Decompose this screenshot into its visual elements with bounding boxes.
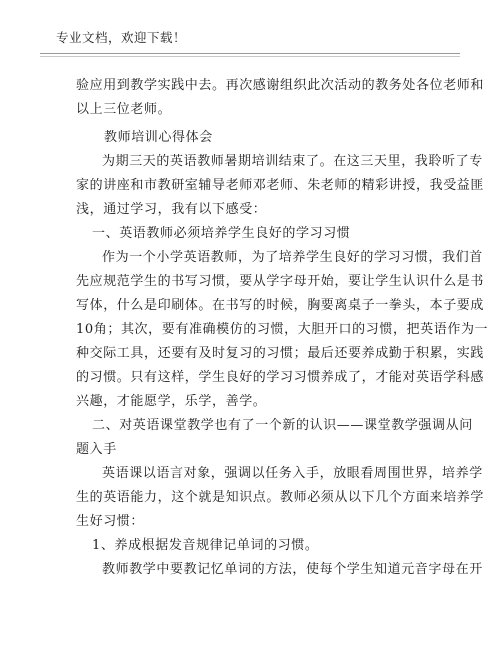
- paragraph-line: 生好习惯：: [76, 514, 145, 529]
- paragraph-line: 先应规范学生的书写习惯，要从学字母开始，要让学生认识什么是书: [76, 274, 485, 289]
- paragraph-line: 生的英语能力，这个就是知识点。教师必须从以下几个方面来培养学: [76, 490, 485, 505]
- paragraph-line: 英语课以语言对象，强调以任务入手，放眼看周围世界，培养学: [102, 466, 483, 481]
- paragraph-line: 作为一个小学英语教师，为了培养学生良好的学习习惯，我们首: [102, 250, 483, 265]
- paragraph-line: 种交际工具，还要有及时复习的习惯；最后还要养成勤于积累，实践: [76, 346, 485, 361]
- text-line: 验应用到教学实践中去。再次感谢组织此次活动的教务处各位老师和: [76, 78, 485, 93]
- paragraph-line: 家的讲座和市教研室辅导老师邓老师、朱老师的精彩讲授，我受益匪: [76, 178, 485, 193]
- section-heading: 二、对英语课堂教学也有了一个新的认识——课堂教学强调从问: [92, 418, 473, 433]
- paragraph-line: 写体，什么是印刷体。在书写的时候，胸要离桌子一拳头，本子要成: [76, 298, 485, 313]
- paragraph-line: 的习惯。只有这样，学生良好的学习习惯养成了，才能对英语学科感: [76, 370, 485, 385]
- text-line: 以上三位老师。: [76, 102, 172, 117]
- section-heading: 一、英语教师必须培养学生良好的学习习惯: [92, 226, 351, 241]
- header-rule: [40, 53, 460, 54]
- paragraph-line: 为期三天的英语教师暑期培训结束了。在这三天里，我聆听了专: [102, 154, 483, 169]
- paragraph-line: 教师教学中要教记忆单词的方法，使每个学生知道元音字母在开: [102, 562, 483, 577]
- page-header: 专业文档，欢迎下载！: [56, 30, 187, 45]
- document-body: [76, 74, 489, 582]
- header-rule-secondary: [40, 56, 460, 57]
- section-heading-continued: 题入手: [76, 442, 117, 457]
- paragraph-line: 浅，通过学习，我有以下感受：: [76, 202, 267, 217]
- paragraph-line: 10角；其次，要有准确模仿的习惯，大胆开口的习惯，把英语作为一: [76, 322, 489, 337]
- subsection-heading: 1、养成根据发音规律记单词的习惯。: [92, 538, 319, 553]
- paragraph-line: 兴趣，才能愿学，乐学，善学。: [76, 394, 267, 409]
- document-title: 教师培训心得体会: [104, 130, 213, 145]
